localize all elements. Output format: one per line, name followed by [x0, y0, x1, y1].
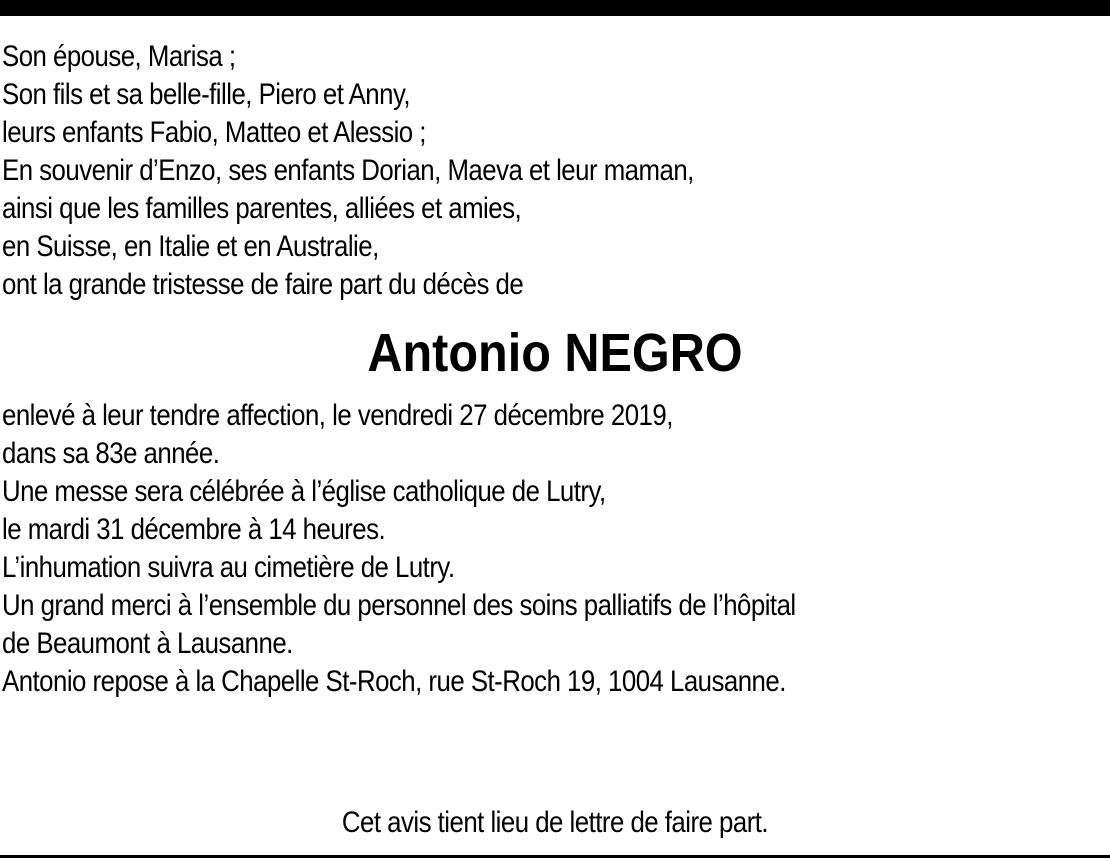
- body-line: Un grand merci à l’ensemble du personnel des soins palliatifs de l’hôpital: [2, 589, 796, 622]
- intro-line: en Suisse, en Italie et en Australie,: [2, 230, 379, 263]
- top-border-rule: [0, 0, 1110, 16]
- intro-line: leurs enfants Fabio, Matteo et Alessio ;: [2, 116, 426, 149]
- intro-line: En souvenir d’Enzo, ses enfants Dorian, Maeva et leur maman,: [2, 154, 694, 187]
- body-line: enlevé à leur tendre affection, le vendredi 27 décembre 2019,: [2, 399, 673, 432]
- obituary-notice: [2, 38, 1108, 701]
- deceased-name: Antonio NEGRO: [367, 323, 743, 383]
- intro-line: Son épouse, Marisa ;: [2, 40, 236, 73]
- body-line: Une messe sera célébrée à l’église catholique de Lutry,: [2, 475, 606, 508]
- intro-line: ont la grande tristesse de faire part du décès de: [2, 268, 524, 301]
- body-line: Antonio repose à la Chapelle St-Roch, rue St-Roch 19, 1004 Lausanne.: [2, 665, 786, 698]
- body-line: le mardi 31 décembre à 14 heures.: [2, 513, 386, 546]
- bottom-border-rule: [0, 855, 1110, 858]
- body-line: de Beaumont à Lausanne.: [2, 627, 293, 660]
- body-line: L’inhumation suivra au cimetière de Lutry.: [2, 551, 455, 584]
- closing-statement: Cet avis tient lieu de lettre de faire part.: [341, 806, 769, 839]
- body-line: dans sa 83e année.: [2, 437, 220, 470]
- intro-line: Son fils et sa belle-fille, Piero et Anny,: [2, 78, 411, 111]
- intro-line: ainsi que les familles parentes, alliées et amies,: [2, 192, 522, 225]
